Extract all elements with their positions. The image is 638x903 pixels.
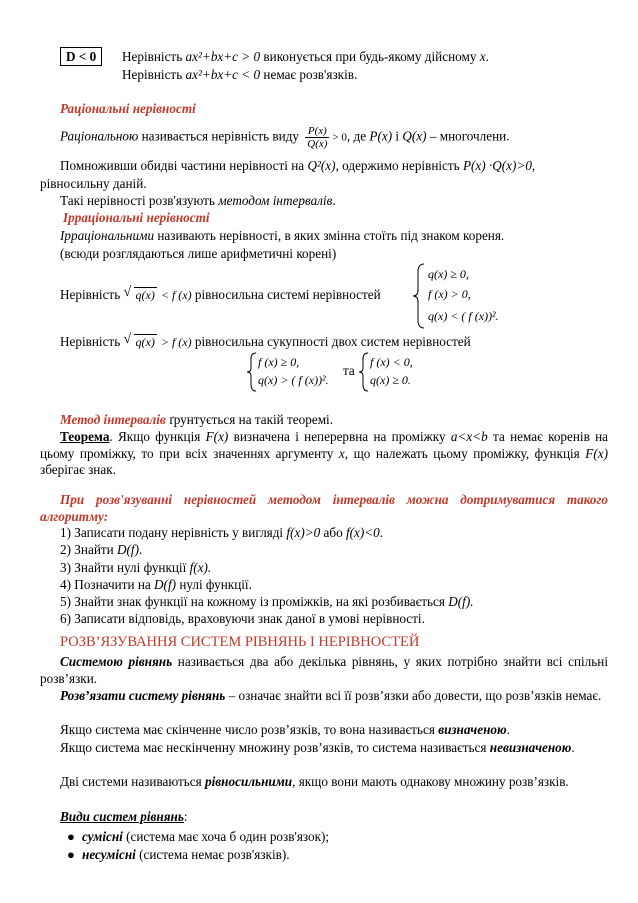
system-3-line-2: q(x) ≥ 0. bbox=[370, 373, 411, 387]
system-2-line-1: f (x) ≥ 0, bbox=[258, 355, 300, 369]
list-item: ● несумісні (система немає розв'язків). bbox=[60, 846, 329, 864]
list-item: 2) Знайти D(f). bbox=[60, 542, 143, 558]
method-line: Метод інтервалів ґрунтується на такій теоремі. bbox=[60, 412, 334, 427]
list-item: 4) Позначити на D(f) нулі функції. bbox=[60, 576, 252, 592]
solve-definition: Розв’язати систему рівнянь – означає знайти всі її розв’язки або довести, що розв’язків немає. bbox=[60, 688, 602, 703]
list-item: ● сумісні (система має хоча б один розв'язок); bbox=[60, 828, 329, 846]
list-item: 1) Записати подану нерівність у вигляді f(x)>0 або f(x)<0. bbox=[60, 525, 384, 540]
intervals-line: Такі нерівності розв'язують методом інтервалів. bbox=[60, 193, 336, 208]
systems-and: та bbox=[343, 363, 355, 378]
list-item: 3) Знайти нулі функції f(x). bbox=[60, 559, 212, 575]
rational-definition: Раціональною називається нерівність виду $\frac{P(x)}{Q(x)}$ > 0, де P(x) і Q(x) – многочлени. bbox=[60, 125, 510, 150]
kinds-heading: Види систем рівнянь: bbox=[60, 809, 188, 824]
rational-heading: Раціональні нерівності bbox=[60, 101, 196, 116]
system-2-line-2: q(x) > ( f (x))². bbox=[258, 373, 329, 387]
system-definition: Системою рівнянь називається два або декілька рівнянь, у яких потрібно знайти всі спільні розв’язки. bbox=[40, 654, 608, 686]
section-title: РОЗВ’ЯЗУВАННЯ СИСТЕМ РІВНЯНЬ І НЕРІВНОСТЕЙ bbox=[60, 634, 420, 650]
inequality-1: Нерівність √ q(x) < f (x) рівносильна системі нерівностей bbox=[60, 287, 381, 303]
system-1-line-1: q(x) ≥ 0, bbox=[428, 267, 469, 281]
bullet-icon: ● bbox=[67, 847, 75, 862]
system-brace-1 bbox=[412, 262, 426, 330]
rational-fraction: $\frac{P(x)}{Q(x)}$ bbox=[307, 125, 328, 150]
bullet-icon: ● bbox=[67, 829, 75, 844]
disc-line-2: Нерівність ax²+bx+c < 0 немає розв'язків. bbox=[122, 67, 358, 82]
system-3-line-1: f (x) < 0, bbox=[370, 355, 413, 369]
theorem-paragraph: Теорема. Якщо функція F(x) визначена і неперервна на проміжку a<x<b та немає коренів на цьому проміжку, то при всіх значеннях аргументу x, що належать цьому проміжку, функція F(x) зберігає знак. bbox=[40, 429, 609, 477]
equivalent-definition: Дві системи називаються рівносильними, якщо вони мають однакову множину розв’язків. bbox=[60, 774, 569, 789]
inequality-2: Нерівність √ q(x) > f (x) рівносильна сукупності двох систем нерівностей bbox=[60, 334, 471, 350]
system-1-line-2: f (x) > 0, bbox=[428, 287, 471, 301]
finite-definition: Якщо система має скінченне число розв’язків, то вона називається визначеною. bbox=[60, 722, 510, 737]
algorithm-heading: При розв'язуванні нерівностей методом інтервалів можна дотримуватися такого алгоритму: bbox=[40, 492, 608, 524]
irrational-note: (всюди розглядаються лише арифметичні корені) bbox=[60, 246, 337, 261]
multiply-line-2: рівносильну даній. bbox=[40, 176, 147, 191]
list-item: 6) Записати відповідь, враховуючи знак даної в умові нерівності. bbox=[60, 611, 425, 627]
infinite-definition: Якщо система має нескінченну множину розв’язків, то система називається невизначеною. bbox=[60, 740, 575, 755]
system-brace-3 bbox=[358, 352, 370, 392]
system-1-line-3: q(x) < ( f (x))². bbox=[428, 309, 499, 323]
system-brace-2 bbox=[246, 352, 258, 392]
disc-line-1: Нерівність ax²+bx+c > 0 виконується при будь-якому дійсному x. bbox=[122, 49, 489, 64]
irrational-definition: Ірраціональними називають нерівності, в яких змінна стоїть під знаком кореня. bbox=[60, 228, 505, 243]
kinds-list bbox=[60, 828, 329, 864]
multiply-line: Помноживши обидві частини нерівності на Q²(x), одержимо нерівність P(x) ·Q(x)>0, bbox=[60, 158, 536, 173]
discriminant-box: D < 0 bbox=[60, 47, 102, 66]
irrational-heading: Ірраціональні нерівності bbox=[63, 210, 210, 225]
list-item: 5) Знайти знак функції на кожному із проміжків, на які розбивається D(f). bbox=[60, 594, 474, 610]
steps-list bbox=[60, 524, 474, 628]
